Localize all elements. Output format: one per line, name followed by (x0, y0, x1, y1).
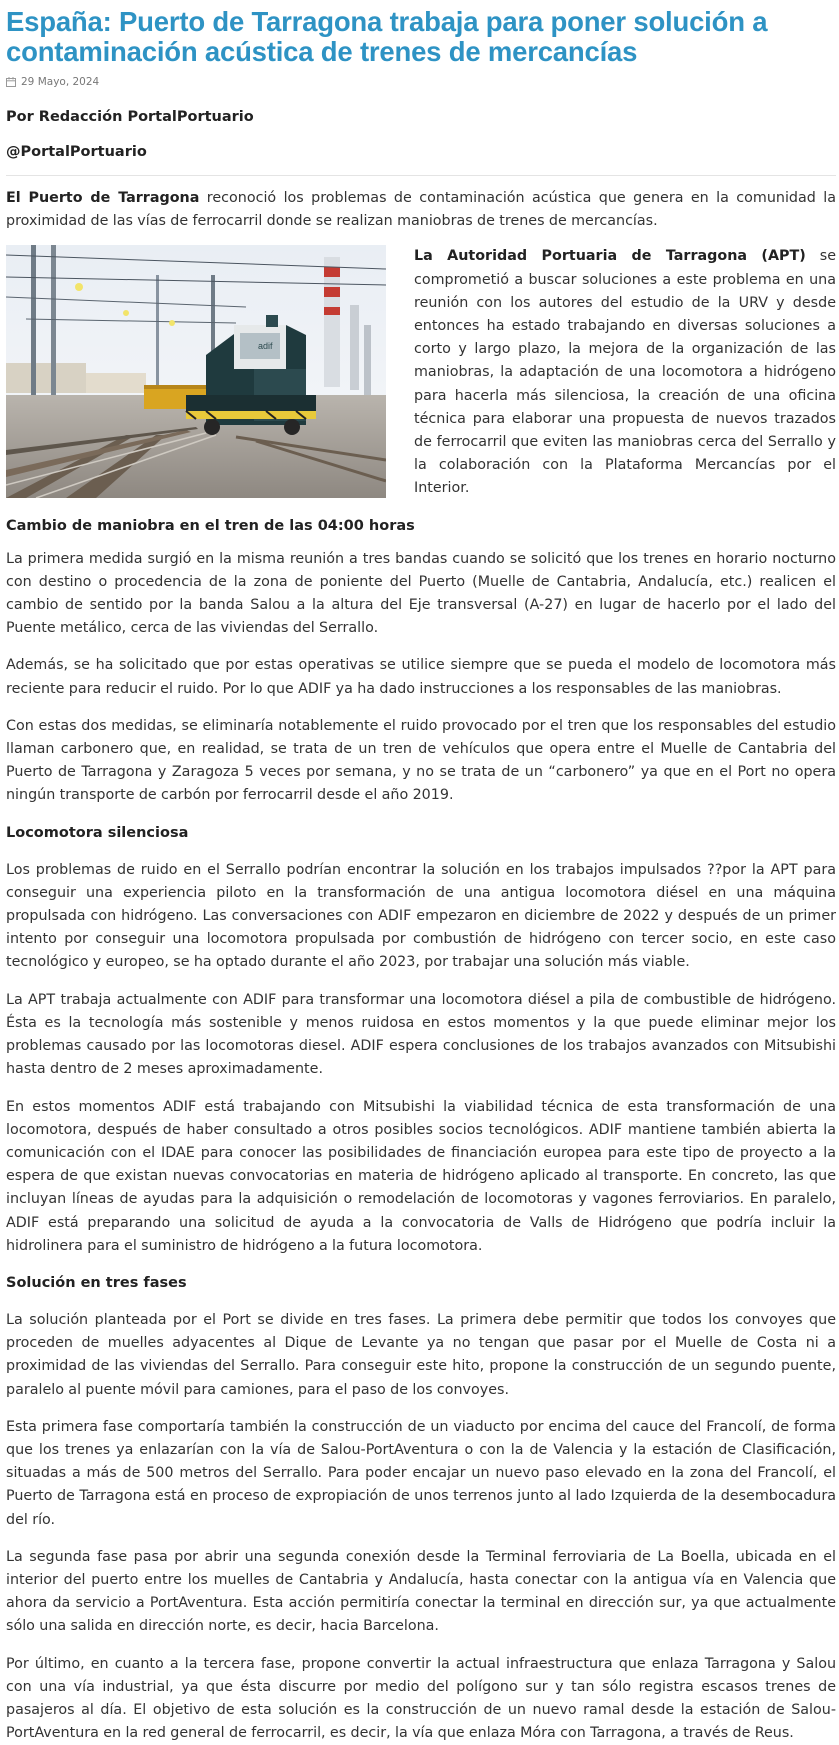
article (6, 7, 836, 1745)
subheading-cambio: Cambio de maniobra en el tren de las 04:00 horas (6, 517, 415, 534)
article-body (6, 548, 836, 1745)
locomotive-photo (6, 245, 386, 498)
paragraph: Los problemas de ruido en el Serrallo podrían encontrar la solución en los trabajos impulsados ??por la APT para conseguir una experiencia piloto en la transformación de una antigua locomotora diésel en una máquina propulsada con hidrógeno. Las conversaciones con ADIF empezaron en diciembre de 2022 y después de un primer intento por conseguir una locomotora propulsada por combustión de hidrógeno con tercer socio, en este caso tecnológico y europeo, se ha optado durante el año 2023, por trabajar una solución más viable. (6, 861, 836, 971)
byline: Por Redacción PortalPortuario (6, 109, 254, 125)
article-title: España: Puerto de Tarragona trabaja para poner solución a contaminación acústica de trenes de mercancías (6, 6, 768, 67)
paragraph: Esta primera fase comportaría también la construcción de un viaducto por encima del cauce del Francolí, de forma que los trenes ya enlazarían con la vía de Salou-PortAventura o con la de Valencia y la estación de Clasificación, situadas a más de 500 metros del Serrallo. Para poder encajar un nuevo paso elevado en la zona del Francolí, el Puerto de Tarragona está en proceso de expropiación de unos terrenos junto al lado Izquierda de la desembocadura del río. (6, 1418, 836, 1528)
paragraph: La APT trabaja actualmente con ADIF para transformar una locomotora diésel a pila de combustible de hidrógeno. Ésta es la tecnología más sostenible y menos ruidosa en estos momentos y la que puede eliminar mejor los problemas causado por las locomotoras diesel. ADIF espera conclusiones de los trabajos avanzados con Mitsubishi hasta dentro de 2 meses aproximadamente. (6, 991, 836, 1078)
paragraph: Por último, en cuanto a la tercera fase, propone convertir la actual infraestructura que enlaza Tarragona y Salou con una vía industrial, ya que ésta discurre por medio del polígono sur y tan sólo registra escasos trenes de pasajeros al día. El objetivo de esta solución es la construcción de un nuevo ramal desde la estación de Salou-PortAventura en la red general de ferrocarril, es decir, la vía que enlaza Móra con Tarragona, a través de Reus. (6, 1655, 836, 1742)
paragraph: La primera medida surgió en la misma reunión a tres bandas cuando se solicitó que los trenes en horario nocturno con destino o procedencia de la zona de poniente del Puerto (Muelle de Cantabria, Andalucía, etc.) realicen el cambio de sentido por la banda Salou a la altura del Eje transversal (A-27) en lugar de hacerlo por el lado del Puente metálico, cerca de las viviendas del Serrallo. (6, 550, 836, 637)
publish-date: 29 Mayo, 2024 (21, 76, 100, 88)
article-meta (6, 76, 836, 88)
paragraph: En estos momentos ADIF está trabajando con Mitsubishi la viabilidad técnica de esta transformación de una locomotora, después de haber consultado a otros posibles socios tecnológicos. ADIF mantiene también abierta la comunicación con el IDAE para conocer las posibilidades de financiación europea para este tipo de proyecto a la espera de que existan nuevas convocatorias en materia de hidrógeno aplicado al transporte. En concreto, las que incluyan líneas de ayudas para la adquisición o remodelación de locomotoras y vagones ferroviarios. En paralelo, ADIF está preparando una solicitud de ayuda a la convocatoria de Valls de Hidrógeno que podría incluir la hidrolinera para el suministro de hidrógeno a la futura locomotora. (6, 1098, 836, 1254)
calendar-icon (6, 77, 16, 87)
figure-section (6, 245, 836, 537)
paragraph: La segunda fase pasa por abrir una segunda conexión desde la Terminal ferroviaria de La Boella, ubicada en el interior del puerto entre los muelles de Cantabria y Andalucía, hasta conectar con la antigua vía en Valencia que ahora da servicio a PortAventura. Esta acción permitiría conectar la terminal en dirección sur, ya que actualmente sólo una salida en dirección norte, es decir, hacia Barcelona. (6, 1548, 836, 1635)
apt-bold: La Autoridad Portuaria de Tarragona (APT) (414, 248, 806, 265)
intro-text: reconoció los problemas de contaminación acústica que genera en la comunidad la proximidad de las vías de ferrocarril donde se realizan maniobras de trenes de mercancías. (6, 190, 836, 230)
apt-text: se comprometió a buscar soluciones a este problema en una reunión con los autores del estudio de la URV y desde entonces ha estado trabajando en diversas soluciones a corto y largo plazo, la mejora de la organización de las maniobras, la adaptación de una locomotora a hidrógeno para hacerla más silenciosa, la creación de una oficina técnica para elaborar una propuesta de nuevos trazados de ferrocarril que eviten las maniobras cerca del Serrallo y la colaboración con la Plataforma Mercancías por el Interior. (414, 248, 836, 497)
paragraph: La solución planteada por el Port se divide en tres fases. La primera debe permitir que todos los convoyes que proceden de muelles adyacentes al Dique de Levante ya no tengan que pasar por el Muelle de Costa ni a proximidad de las viviendas del Serrallo. Para conseguir este hito, propone la construcción de un segundo puente, paralelo al puente móvil para camiones, para el paso de los convoyes. (6, 1311, 836, 1398)
subheading-fases: Solución en tres fases (6, 1274, 187, 1291)
image-logo-text: adif (258, 341, 273, 352)
author-handle[interactable]: @PortalPortuario (6, 144, 147, 160)
intro-bold: El Puerto de Tarragona (6, 190, 200, 206)
intro-paragraph (6, 187, 836, 233)
divider (6, 175, 836, 176)
paragraph: Con estas dos medidas, se eliminaría notablemente el ruido provocado por el tren que los responsables del estudio llaman carbonero que, en realidad, se trata de un tren de vehículos que opera entre el Muelle de Cantabria del Puerto de Tarragona y Zaragoza 5 veces por semana, y no se trata de un “carbonero” ya que en el Port no opera ningún transporte de carbón por ferrocarril desde el año 2019. (6, 717, 836, 804)
paragraph: Además, se ha solicitado que por estas operativas se utilice siempre que se pueda el modelo de locomotora más reciente para reducir el ruido. Por lo que ADIF ya ha dado instrucciones a los responsables de las maniobras. (6, 657, 836, 697)
subheading-locomotora: Locomotora silenciosa (6, 824, 189, 841)
